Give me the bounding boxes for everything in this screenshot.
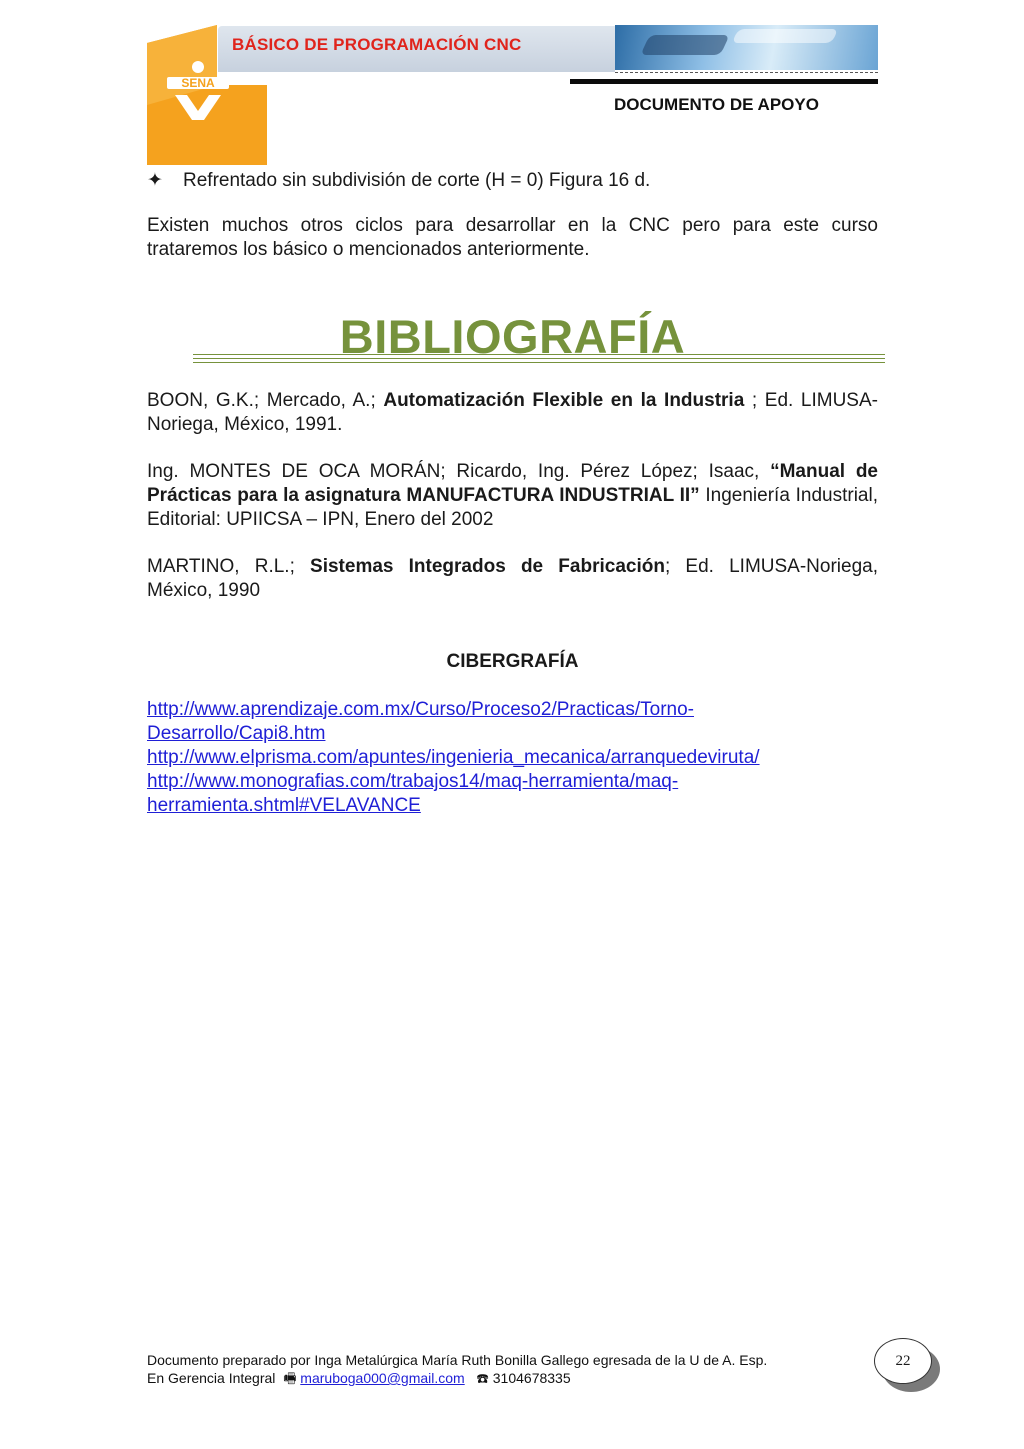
- bullet-text: Refrentado sin subdivisión de corte (H = 0) Figura 16 d.: [183, 170, 651, 191]
- entry-title: “Manual de Prácticas para la asignatura MANUFACTURA INDUSTRIAL II”: [147, 461, 878, 506]
- bullet-item: [147, 169, 650, 192]
- header-dashed-divider: [615, 72, 878, 73]
- entry-publisher: ; Ed. LIMUSA-Noriega, México, 1991.: [147, 390, 878, 435]
- bibliography-entry: [147, 460, 878, 532]
- document-type-label: DOCUMENTO DE APOYO: [614, 95, 819, 114]
- bibliography-entry: [147, 555, 878, 603]
- entry-title: Automatización Flexible en la Industria: [383, 390, 745, 411]
- footer-email-link[interactable]: maruboga000@gmail.com: [300, 1370, 465, 1386]
- footer-phone: 3104678335: [492, 1370, 571, 1386]
- entry-authors: BOON, G.K.; Mercado, A.;: [147, 390, 384, 411]
- heading-rule: [193, 354, 885, 355]
- heading-rule: [193, 362, 885, 363]
- cybergraphy-heading: CIBERGRAFÍA: [446, 651, 579, 672]
- four-point-star-icon: ✦: [147, 170, 163, 191]
- footer-line-2: En Gerencia Integral 🖷 maruboga000@gmail.com ☎ 3104678335: [147, 1370, 571, 1386]
- course-title: BÁSICO DE PROGRAMACIÓN CNC: [232, 35, 522, 54]
- link-elprisma[interactable]: http://www.elprisma.com/apuntes/ingenieria_mecanica/arranquedeviruta/: [147, 747, 760, 768]
- footer-credits: [147, 1351, 767, 1387]
- page-number: 22: [874, 1338, 932, 1384]
- phone-icon: ☎: [476, 1370, 489, 1386]
- sena-logo-text: SENA: [181, 76, 215, 90]
- cybergraphy-links: [147, 698, 760, 818]
- link-aprendizaje[interactable]: http://www.aprendizaje.com.mx/Curso/Proceso2/Practicas/Torno- Desarrollo/Capi8.htm: [147, 699, 694, 744]
- entry-authors: MARTINO, R.L.;: [147, 556, 311, 577]
- header-keyboard-image: [615, 25, 878, 70]
- footer-line-1: Documento preparado por Inga Metalúrgica María Ruth Bonilla Gallego egresada de la U de A. Esp.: [147, 1352, 768, 1368]
- entry-publisher: ; Ed. LIMUSA-Noriega, México, 1990: [147, 556, 878, 601]
- entry-publisher: Ingeniería Industrial, Editorial: UPIICSA – IPN, Enero del 2002: [147, 485, 878, 530]
- header-black-bar: [570, 79, 878, 84]
- entry-title: Sistemas Integrados de Fabricación: [310, 556, 665, 577]
- intro-paragraph: Existen muchos otros ciclos para desarrollar en la CNC pero para este curso trataremos los básico o mencionados anteriormente.: [147, 215, 878, 260]
- entry-authors: Ing. MONTES DE OCA MORÁN; Ricardo, Ing. Pérez López; Isaac,: [147, 461, 771, 482]
- bibliography-entry: [147, 389, 878, 437]
- fax-icon: 🖷: [283, 1370, 297, 1386]
- link-monografias[interactable]: http://www.monografias.com/trabajos14/maq-herramienta/maq- herramienta.shtml#VELAVANCE: [147, 771, 679, 816]
- bibliography-heading: BIBLIOGRAFÍA: [339, 310, 686, 363]
- heading-rule: [193, 358, 885, 359]
